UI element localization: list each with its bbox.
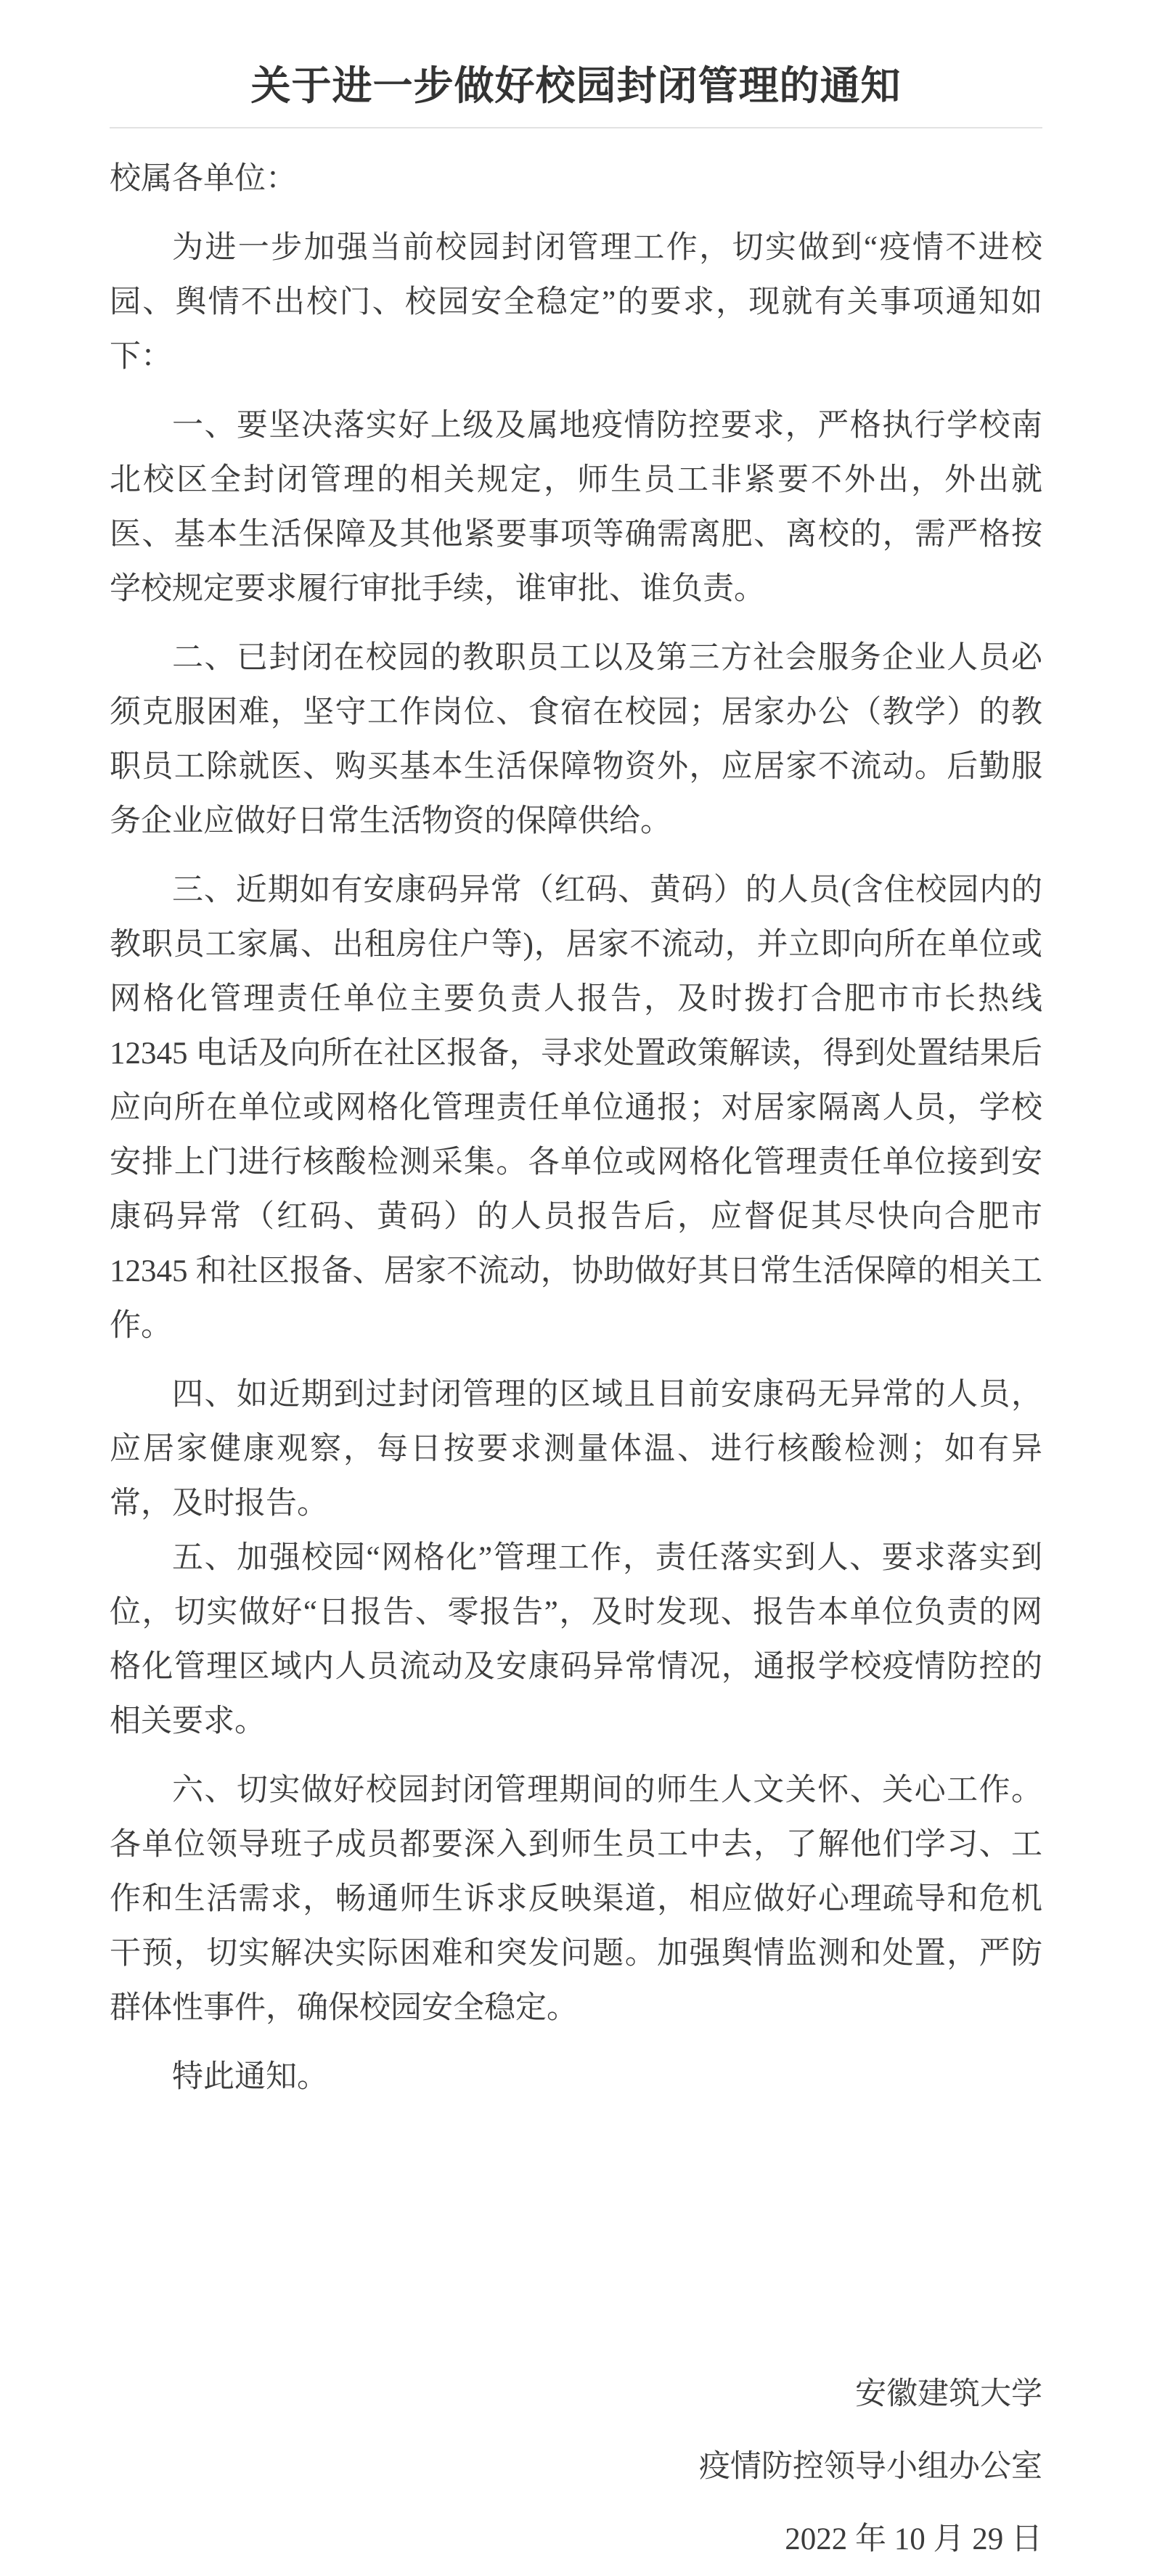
paragraph-item-1: 一、要坚决落实好上级及属地疫情防控要求，严格执行学校南北校区全封闭管理的相关规定，师生员工非紧要不外出，外出就医、基本生活保障及其他紧要事项等确需离肥、离校的，需严格按学校规定要求履行审批手续，谁审批、谁负责。: [110, 409, 1042, 606]
signature-date: 2022 年 10 月 29 日: [785, 2522, 1042, 2556]
paragraph-item-2: 二、已封闭在校园的教职员工以及第三方社会服务企业人员必须克服困难，坚守工作岗位、食宿在校园；居家办公（教学）的教职员工除就医、购买基本生活保障物资外，应居家不流动。后勤服务企业应做好日常生活物资的保障供给。: [110, 641, 1042, 838]
signature-block: [110, 2358, 1042, 2576]
closing-note: 特此通知。: [172, 2060, 328, 2094]
page-title: 关于进一步做好校园封闭管理的通知: [250, 64, 902, 108]
salutation: 校属各单位：: [110, 162, 297, 196]
paragraph-item-4: 四、如近期到过封闭管理的区域且目前安康码无异常的人员，应居家健康观察，每日按要求测量体温、进行核酸检测；如有异常，及时报告。: [110, 1378, 1042, 1521]
notice-body: [110, 152, 1042, 2104]
notice-header: [110, 62, 1042, 128]
title-divider: [110, 127, 1042, 128]
paragraph-item-5: 五、加强校园“网格化”管理工作，责任落实到人、要求落实到位，切实做好“日报告、零报告”，及时发现、报告本单位负责的网格化管理区域内人员流动及安康码异常情况，通报学校疫情防控的相关要求。: [110, 1541, 1042, 1738]
signature-org-line2: 疫情防控领导小组办公室: [699, 2450, 1042, 2484]
paragraph-item-3: 三、近期如有安康码异常（红码、黄码）的人员(含住校园内的教职员工家属、出租房住户等)，居家不流动，并立即向所在单位或网格化管理责任单位主要负责人报告，及时拨打合肥市市长热线12345 电话及向所在社区报备，寻求处置政策解读，得到处置结果后应向所在单位或网格化管理责任单位通报；对居家隔离人员，学校安排上门进行核酸检测采集。各单位或网格化管理责任单位接到安康码异常（红码、黄码）的人员报告后，应督促其尽快向合肥市 12345 和社区报备、居家不流动，协助做好其日常生活保障的相关工作。: [110, 873, 1042, 1343]
paragraph-item-6: 六、切实做好校园封闭管理期间的师生人文关怀、关心工作。各单位领导班子成员都要深入到师生员工中去，了解他们学习、工作和生活需求，畅通师生诉求反映渠道，相应做好心理疏导和危机干预，切实解决实际困难和突发问题。加强舆情监测和处置，严防群体性事件，确保校园安全稳定。: [110, 1773, 1042, 2025]
paragraph-intro: 为进一步加强当前校园封闭管理工作，切实做到“疫情不进校园、舆情不出校门、校园安全稳定”的要求，现就有关事项通知如下：: [110, 231, 1042, 374]
signature-org-line1: 安徽建筑大学: [855, 2377, 1042, 2411]
